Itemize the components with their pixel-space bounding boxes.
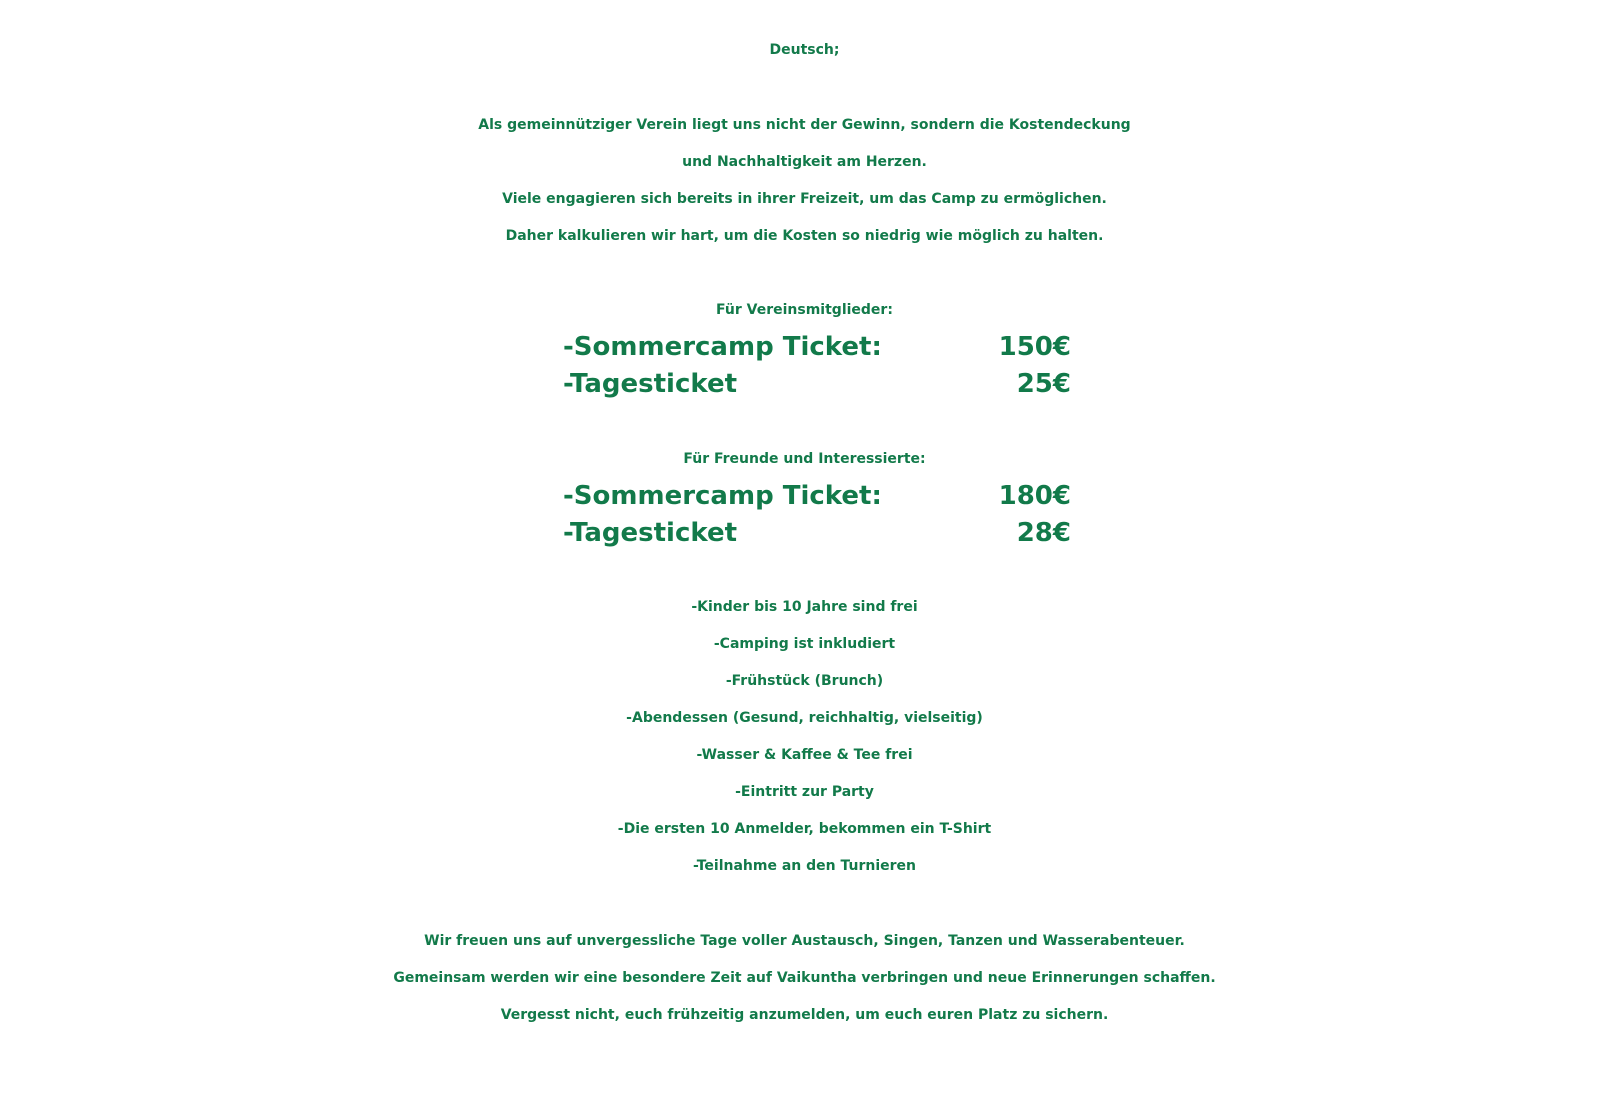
members-title: Für Vereinsmitglieder: <box>716 302 893 318</box>
friends-title: Für Freunde und Interessierte: <box>683 451 926 467</box>
price-value: 150€ <box>998 332 1071 362</box>
price-label: -Tagesticket <box>563 369 738 399</box>
feature-item: -Die ersten 10 Anmelder, bekommen ein T-Shirt <box>617 821 992 837</box>
closing-line: Wir freuen uns auf unvergessliche Tage voller Austausch, Singen, Tanzen und Wasserabenteuer. <box>424 933 1185 949</box>
feature-item: -Camping ist inkludiert <box>713 636 896 652</box>
page-heading: Deutsch; <box>769 42 840 58</box>
feature-item: -Abendessen (Gesund, reichhaltig, vielseitig) <box>626 710 983 726</box>
price-label: -Tagesticket <box>563 518 738 548</box>
price-value: 28€ <box>1016 518 1071 548</box>
intro-line: Viele engagieren sich bereits in ihrer Freizeit, um das Camp zu ermöglichen. <box>502 191 1107 207</box>
feature-item: -Eintritt zur Party <box>735 784 874 800</box>
intro-line: und Nachhaltigkeit am Herzen. <box>682 154 927 170</box>
closing-line: Vergesst nicht, euch frühzeitig anzumelden, um euch euren Platz zu sichern. <box>500 1007 1109 1023</box>
feature-item: -Frühstück (Brunch) <box>725 673 884 689</box>
price-value: 25€ <box>1016 369 1071 399</box>
feature-item: -Kinder bis 10 Jahre sind frei <box>691 599 918 615</box>
price-value: 180€ <box>998 481 1071 511</box>
feature-item: -Teilnahme an den Turnieren <box>692 858 917 874</box>
closing-line: Gemeinsam werden wir eine besondere Zeit auf Vaikuntha verbringen und neue Erinnerungen schaffen. <box>393 970 1216 986</box>
feature-item: -Wasser & Kaffee & Tee frei <box>696 747 913 763</box>
intro-line: Daher kalkulieren wir hart, um die Kosten so niedrig wie möglich zu halten. <box>505 228 1104 244</box>
price-label: -Sommercamp Ticket: <box>563 332 882 362</box>
intro-line: Als gemeinnütziger Verein liegt uns nicht der Gewinn, sondern die Kostendeckung <box>478 117 1131 133</box>
price-label: -Sommercamp Ticket: <box>563 481 882 511</box>
